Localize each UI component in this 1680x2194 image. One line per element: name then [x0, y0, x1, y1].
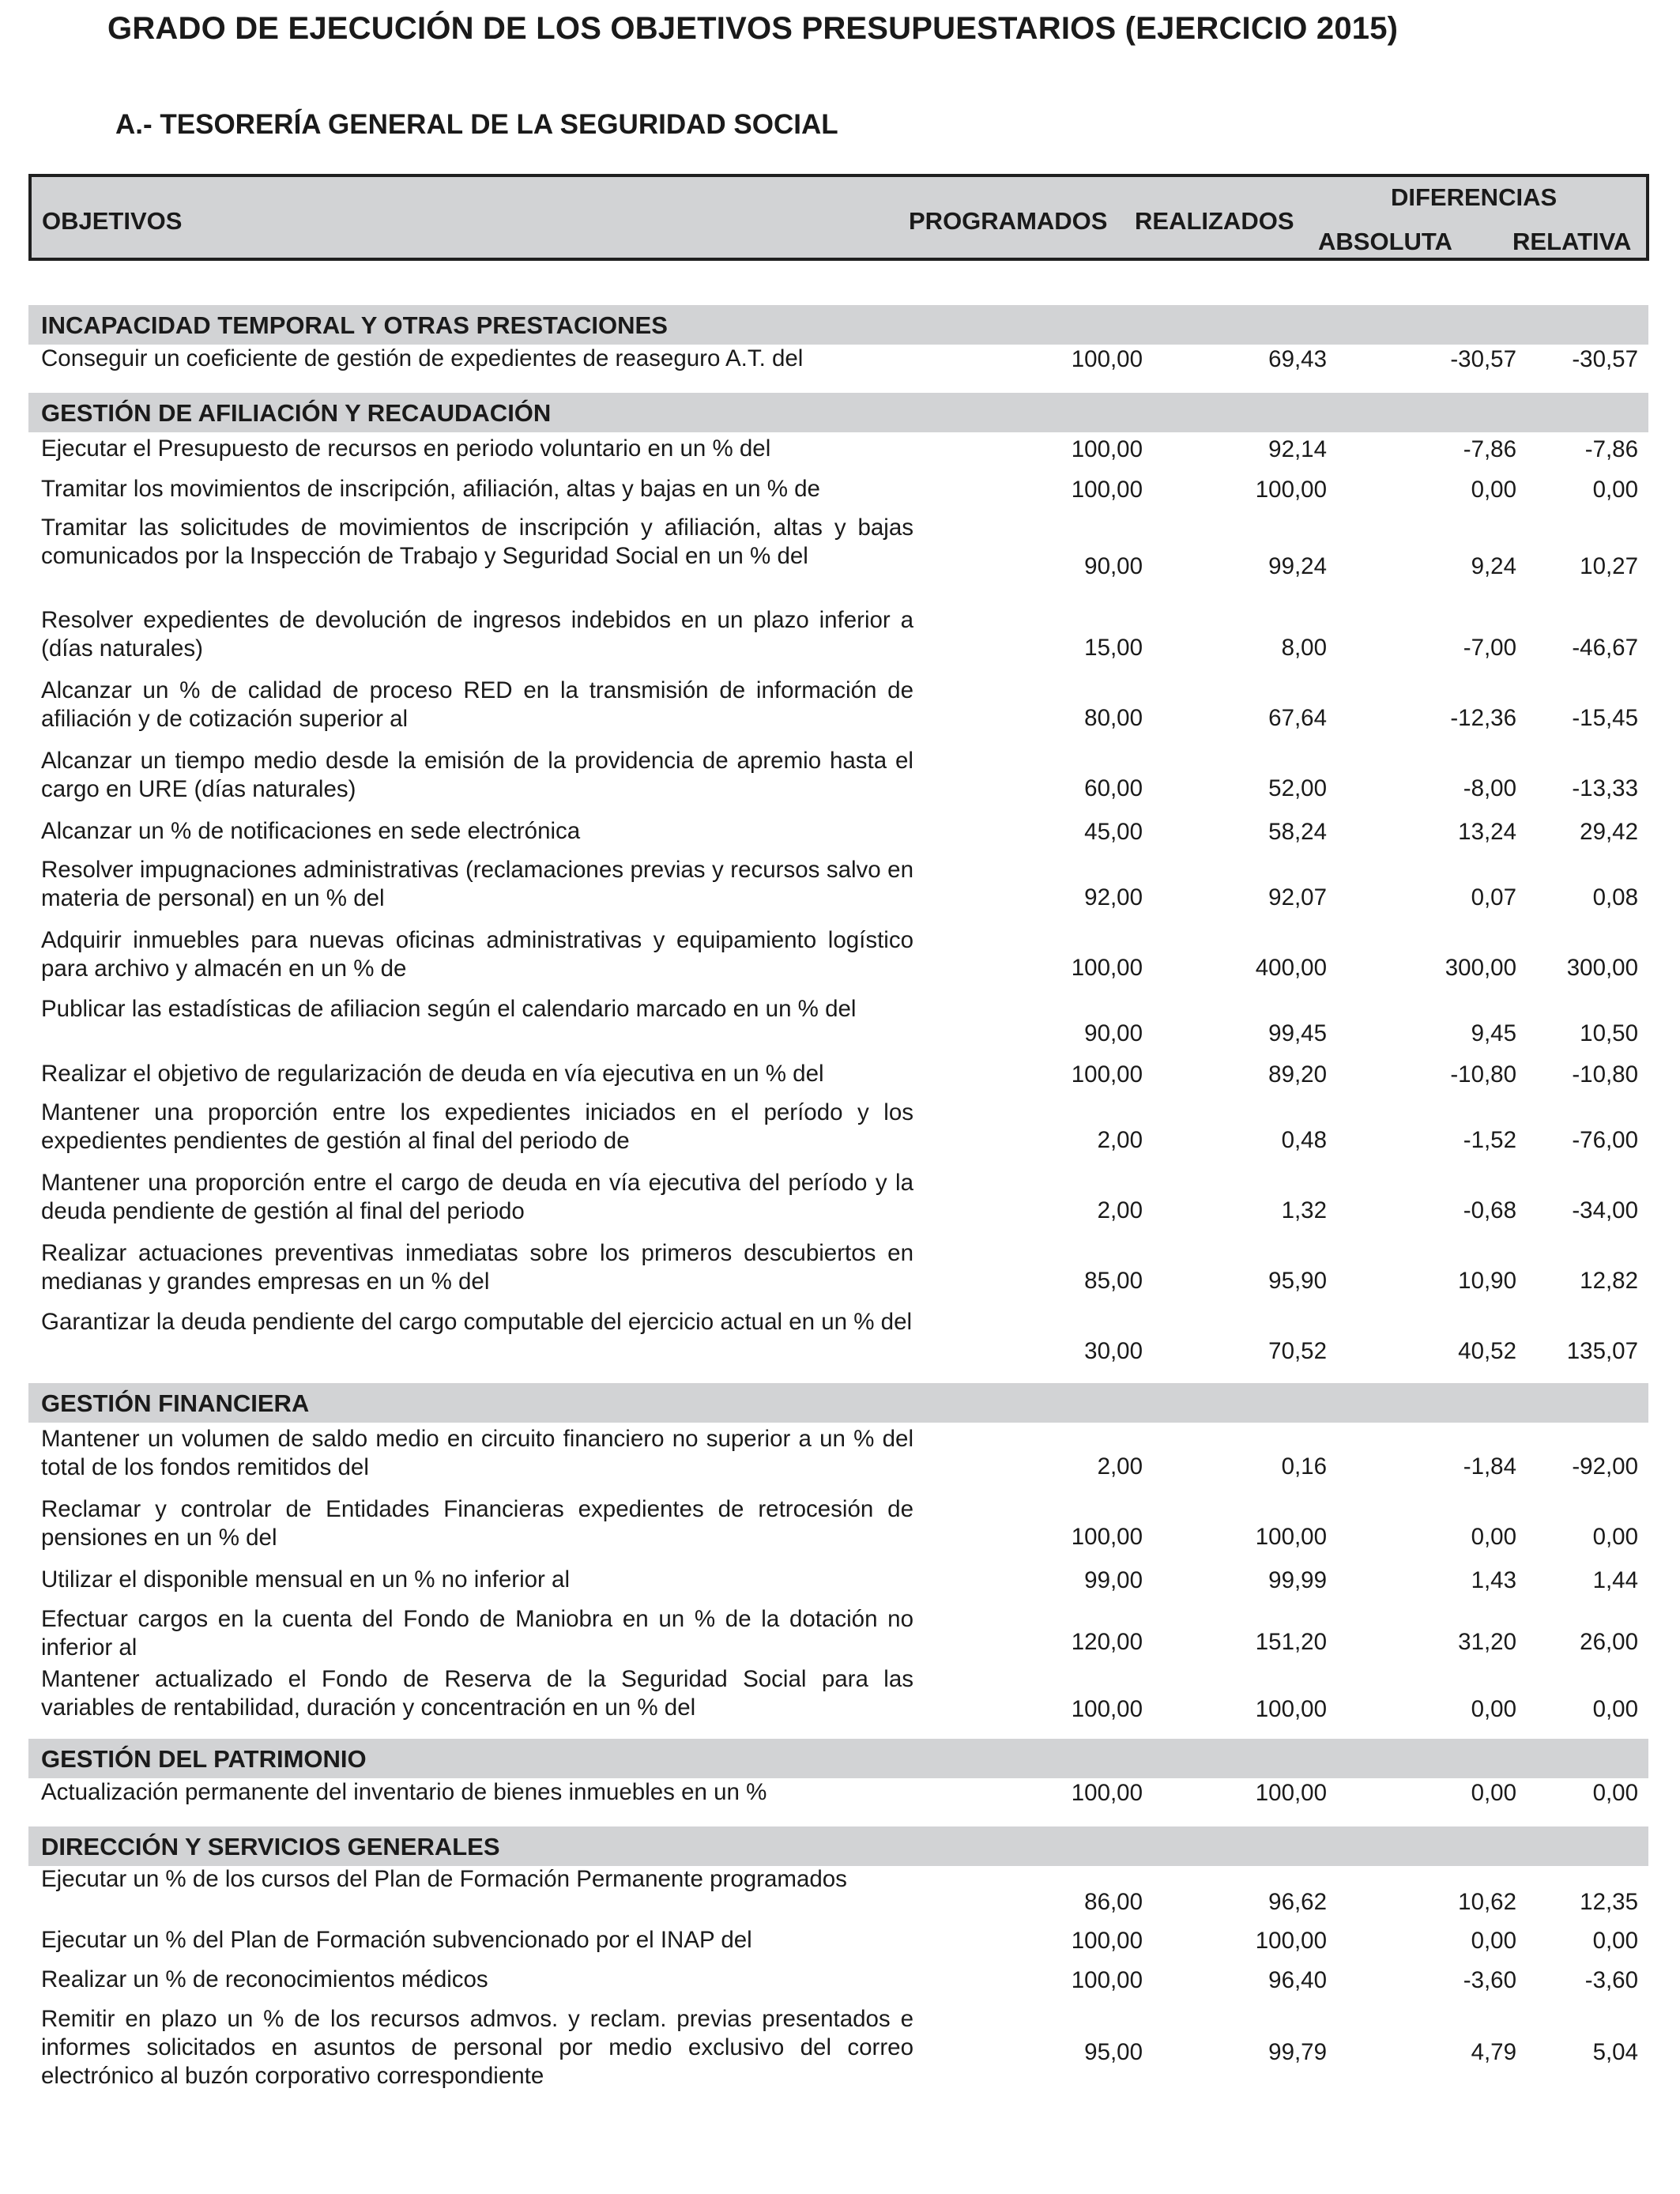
- table-row: [28, 1495, 1648, 1565]
- objective-text: Utilizar el disponible mensual en un % no inferior al: [41, 1566, 571, 1593]
- realizados-value: 100,00: [1255, 1524, 1327, 1550]
- objective-text: Garantizar la deuda pendiente del cargo computable del ejercicio actual en un % del: [41, 1309, 913, 1335]
- group-name: DIRECCIÓN Y SERVICIOS GENERALES: [41, 1833, 500, 1860]
- table-row: [28, 1865, 1648, 1925]
- absoluta-value: 0,00: [1471, 1928, 1516, 1954]
- absoluta-value: 0,00: [1471, 1780, 1516, 1806]
- realizados-value: 69,43: [1268, 346, 1327, 372]
- programados-value: 100,00: [1071, 346, 1143, 372]
- table-row: [28, 1060, 1648, 1098]
- table-row: [28, 514, 1648, 605]
- table-row: [28, 475, 1648, 513]
- programados-value: 92,00: [1084, 884, 1143, 910]
- absoluta-value: -10,80: [1450, 1061, 1516, 1088]
- programados-value: 2,00: [1097, 1127, 1143, 1153]
- objective-text: Reclamar y controlar de Entidades Financieras expedientes de retrocesión de pensiones en un % del: [41, 1496, 913, 1551]
- realizados-value: 58,24: [1268, 819, 1327, 845]
- relativa-value: 1,44: [1592, 1567, 1638, 1593]
- absoluta-value: -7,00: [1463, 635, 1516, 661]
- programados-value: 100,00: [1071, 1780, 1143, 1806]
- absoluta-value: 10,62: [1458, 1889, 1516, 1915]
- objective-text: Publicar las estadísticas de afiliacion según el calendario marcado en un % del: [41, 996, 857, 1022]
- realizados-value: 99,99: [1268, 1567, 1327, 1593]
- relativa-value: 12,82: [1580, 1268, 1638, 1294]
- table-row: [28, 1169, 1648, 1238]
- group-header: [28, 1739, 1648, 1778]
- absoluta-value: -30,57: [1450, 346, 1516, 372]
- section-title: A.- TESORERÍA GENERAL DE LA SEGURIDAD SOCIAL: [115, 109, 838, 140]
- relativa-value: -15,45: [1572, 705, 1638, 731]
- programados-value: 60,00: [1084, 775, 1143, 801]
- relativa-value: -76,00: [1572, 1127, 1638, 1153]
- programados-value: 99,00: [1084, 1567, 1143, 1593]
- page-title: GRADO DE EJECUCIÓN DE LOS OBJETIVOS PRESUPUESTARIOS (EJERCICIO 2015): [107, 11, 1399, 46]
- table-row: [28, 2005, 1648, 2089]
- group-name: GESTIÓN DEL PATRIMONIO: [41, 1745, 367, 1773]
- realizados-value: 99,24: [1268, 553, 1327, 579]
- relativa-value: 5,04: [1592, 2039, 1638, 2065]
- objective-text: Realizar actuaciones preventivas inmediatas sobre los primeros descubiertos en medianas y grandes empresas en un % del: [41, 1240, 913, 1295]
- objective-text: Realizar el objetivo de regularización de deuda en vía ejecutiva en un % del: [41, 1061, 824, 1087]
- relativa-value: -7,86: [1584, 436, 1638, 462]
- header-absoluta: ABSOLUTA: [1318, 228, 1452, 255]
- relativa-value: -3,60: [1584, 1967, 1638, 1993]
- objective-text: Adquirir inmuebles para nuevas oficinas administrativas y equipamiento logístico para archivo y almacén en un % de: [41, 927, 913, 982]
- group-header: [28, 1826, 1648, 1866]
- relativa-value: 29,42: [1580, 819, 1638, 845]
- relativa-value: 0,00: [1592, 1780, 1638, 1806]
- programados-value: 85,00: [1084, 1268, 1143, 1294]
- absoluta-value: 0,07: [1471, 884, 1516, 910]
- relativa-value: 0,00: [1592, 1696, 1638, 1722]
- header-objetivos: OBJETIVOS: [42, 207, 183, 235]
- header-realizados: REALIZADOS: [1135, 207, 1294, 235]
- absoluta-value: -3,60: [1463, 1967, 1516, 1993]
- table-row: [28, 926, 1648, 996]
- programados-value: 100,00: [1071, 1061, 1143, 1088]
- realizados-value: 99,79: [1268, 2039, 1327, 2065]
- realizados-value: 52,00: [1268, 775, 1327, 801]
- objective-text: Tramitar los movimientos de inscripción, afiliación, altas y bajas en un % de: [41, 476, 820, 502]
- realizados-value: 92,14: [1268, 436, 1327, 462]
- relativa-value: -46,67: [1572, 635, 1638, 661]
- relativa-value: 0,00: [1592, 1524, 1638, 1550]
- table-row: [28, 435, 1648, 473]
- relativa-value: -92,00: [1572, 1453, 1638, 1480]
- objective-text: Mantener un volumen de saldo medio en circuito financiero no superior a un % del total de los fondos remitidos del: [41, 1426, 913, 1480]
- objective-text: Ejecutar un % del Plan de Formación subvencionado por el INAP del: [41, 1927, 752, 1953]
- programados-value: 86,00: [1084, 1889, 1143, 1915]
- realizados-value: 92,07: [1268, 884, 1327, 910]
- programados-value: 100,00: [1071, 1928, 1143, 1954]
- objective-text: Tramitar las solicitudes de movimientos de inscripción y afiliación, altas y bajas comunicados por la Inspección de Trabajo y Seguridad Social en un % del: [41, 515, 913, 569]
- realizados-value: 96,40: [1268, 1967, 1327, 1993]
- table-row: [28, 677, 1648, 746]
- programados-value: 100,00: [1071, 477, 1143, 503]
- programados-value: 100,00: [1071, 436, 1143, 462]
- objective-text: Mantener una proporción entre el cargo de deuda en vía ejecutiva del período y la deuda pendiente de gestión al final del periodo: [41, 1170, 913, 1224]
- programados-value: 15,00: [1084, 635, 1143, 661]
- objective-text: Alcanzar un tiempo medio desde la emisión de la providencia de apremio hasta el cargo en URE (días naturales): [41, 748, 913, 802]
- programados-value: 80,00: [1084, 705, 1143, 731]
- realizados-value: 100,00: [1255, 477, 1327, 503]
- absoluta-value: 10,90: [1458, 1268, 1516, 1294]
- header-diferencias: DIFERENCIAS: [1391, 183, 1558, 211]
- absoluta-value: 13,24: [1458, 819, 1516, 845]
- table-row: [28, 1605, 1648, 1665]
- relativa-value: -13,33: [1572, 775, 1638, 801]
- table-row: [28, 856, 1648, 925]
- realizados-value: 89,20: [1268, 1061, 1327, 1088]
- group-name: GESTIÓN FINANCIERA: [41, 1389, 310, 1417]
- absoluta-value: 40,52: [1458, 1338, 1516, 1364]
- relativa-value: 0,00: [1592, 1928, 1638, 1954]
- programados-value: 100,00: [1071, 1967, 1143, 1993]
- realizados-value: 151,20: [1255, 1629, 1327, 1655]
- objective-text: Alcanzar un % de calidad de proceso RED en la transmisión de información de afiliación y de cotización superior al: [41, 677, 913, 732]
- table-row: [28, 1926, 1648, 1964]
- relativa-value: 0,00: [1592, 477, 1638, 503]
- absoluta-value: -0,68: [1463, 1197, 1516, 1223]
- realizados-value: 70,52: [1268, 1338, 1327, 1364]
- realizados-value: 1,32: [1281, 1197, 1327, 1223]
- absoluta-value: -1,84: [1463, 1453, 1516, 1480]
- programados-value: 45,00: [1084, 819, 1143, 845]
- programados-value: 120,00: [1071, 1629, 1143, 1655]
- objective-text: Remitir en plazo un % de los recursos admvos. y reclam. previas presentados e informes solicitados en asuntos de personal por medio exclusivo del correo electrónico al buzón corporativo correspondiente: [41, 2006, 913, 2089]
- relativa-value: 26,00: [1580, 1629, 1638, 1655]
- programados-value: 100,00: [1071, 1696, 1143, 1722]
- absoluta-value: 0,00: [1471, 1696, 1516, 1722]
- relativa-value: -30,57: [1572, 346, 1638, 372]
- header-relativa: RELATIVA: [1512, 228, 1632, 255]
- absoluta-value: -7,86: [1463, 436, 1516, 462]
- absoluta-value: 9,24: [1471, 553, 1516, 579]
- objective-text: Realizar un % de reconocimientos médicos: [41, 1966, 488, 1992]
- relativa-value: 12,35: [1580, 1889, 1638, 1915]
- relativa-value: 10,27: [1580, 553, 1638, 579]
- programados-value: 30,00: [1084, 1338, 1143, 1364]
- group-name: INCAPACIDAD TEMPORAL Y OTRAS PRESTACIONES: [41, 311, 668, 339]
- realizados-value: 0,16: [1281, 1453, 1327, 1480]
- absoluta-value: 300,00: [1445, 955, 1516, 981]
- realizados-value: 96,62: [1268, 1889, 1327, 1915]
- table-row: [28, 1966, 1648, 2004]
- group-header: [28, 1383, 1648, 1423]
- absoluta-value: 0,00: [1471, 1524, 1516, 1550]
- programados-value: 100,00: [1071, 955, 1143, 981]
- programados-value: 100,00: [1071, 1524, 1143, 1550]
- objective-text: Resolver expedientes de devolución de ingresos indebidos en un plazo inferior a (días naturales): [41, 607, 913, 662]
- absoluta-value: -12,36: [1450, 705, 1516, 731]
- table-row: [28, 345, 1648, 389]
- relativa-value: 10,50: [1580, 1020, 1638, 1046]
- table-row: [28, 1239, 1648, 1309]
- objective-text: Mantener una proporción entre los expedientes iniciados en el período y los expedientes pendientes de gestión al final del periodo de: [41, 1099, 913, 1154]
- relativa-value: 135,07: [1566, 1338, 1638, 1364]
- realizados-value: 100,00: [1255, 1696, 1327, 1722]
- header-programados: PROGRAMADOS: [909, 207, 1108, 235]
- objective-text: Conseguir un coeficiente de gestión de expedientes de reaseguro A.T. del: [41, 345, 804, 371]
- objective-text: Efectuar cargos en la cuenta del Fondo de Maniobra en un % de la dotación no inferior al: [41, 1606, 913, 1661]
- table-row: [28, 817, 1648, 855]
- absoluta-value: 0,00: [1471, 477, 1516, 503]
- realizados-value: 99,45: [1268, 1020, 1327, 1046]
- programados-value: 90,00: [1084, 1020, 1143, 1046]
- relativa-value: -34,00: [1572, 1197, 1638, 1223]
- relativa-value: -10,80: [1572, 1061, 1638, 1088]
- absoluta-value: -1,52: [1463, 1127, 1516, 1153]
- realizados-value: 67,64: [1268, 705, 1327, 731]
- realizados-value: 400,00: [1255, 955, 1327, 981]
- table-row: [28, 1665, 1648, 1740]
- group-header: [28, 305, 1648, 345]
- programados-value: 2,00: [1097, 1453, 1143, 1480]
- absoluta-value: 1,43: [1471, 1567, 1516, 1593]
- absoluta-value: 9,45: [1471, 1020, 1516, 1046]
- table-row: [28, 995, 1648, 1058]
- realizados-value: 100,00: [1255, 1928, 1327, 1954]
- table-header: [28, 174, 1649, 261]
- objective-text: Ejecutar el Presupuesto de recursos en periodo voluntario en un % del: [41, 435, 771, 462]
- absoluta-value: -8,00: [1463, 775, 1516, 801]
- absoluta-value: 4,79: [1471, 2039, 1516, 2065]
- table-row: [28, 1566, 1648, 1604]
- realizados-value: 0,48: [1281, 1127, 1327, 1153]
- objective-text: Mantener actualizado el Fondo de Reserva de la Seguridad Social para las variables de rentabilidad, duración y concentración en un % del: [41, 1666, 913, 1721]
- objective-text: Resolver impugnaciones administrativas (reclamaciones previas y recursos salvo en materia de personal) en un % del: [41, 857, 913, 911]
- objective-text: Alcanzar un % de notificaciones en sede electrónica: [41, 818, 581, 844]
- programados-value: 2,00: [1097, 1197, 1143, 1223]
- programados-value: 95,00: [1084, 2039, 1143, 2065]
- group-header: [28, 393, 1648, 432]
- table-row: [28, 1425, 1648, 1495]
- group-name: GESTIÓN DE AFILIACIÓN Y RECAUDACIÓN: [41, 399, 552, 427]
- absoluta-value: 31,20: [1458, 1629, 1516, 1655]
- relativa-value: 0,08: [1592, 884, 1638, 910]
- table-row: [28, 1099, 1648, 1168]
- table-row: [28, 606, 1648, 676]
- realizados-value: 100,00: [1255, 1780, 1327, 1806]
- table-row: [28, 1308, 1648, 1381]
- realizados-value: 8,00: [1281, 635, 1327, 661]
- programados-value: 90,00: [1084, 553, 1143, 579]
- table-row: [28, 747, 1648, 816]
- objective-text: Actualización permanente del inventario de bienes inmuebles en un %: [41, 1779, 767, 1805]
- table-row: [28, 1778, 1648, 1827]
- objective-text: Ejecutar un % de los cursos del Plan de Formación Permanente programados: [41, 1866, 847, 1892]
- realizados-value: 95,90: [1268, 1268, 1327, 1294]
- relativa-value: 300,00: [1566, 955, 1638, 981]
